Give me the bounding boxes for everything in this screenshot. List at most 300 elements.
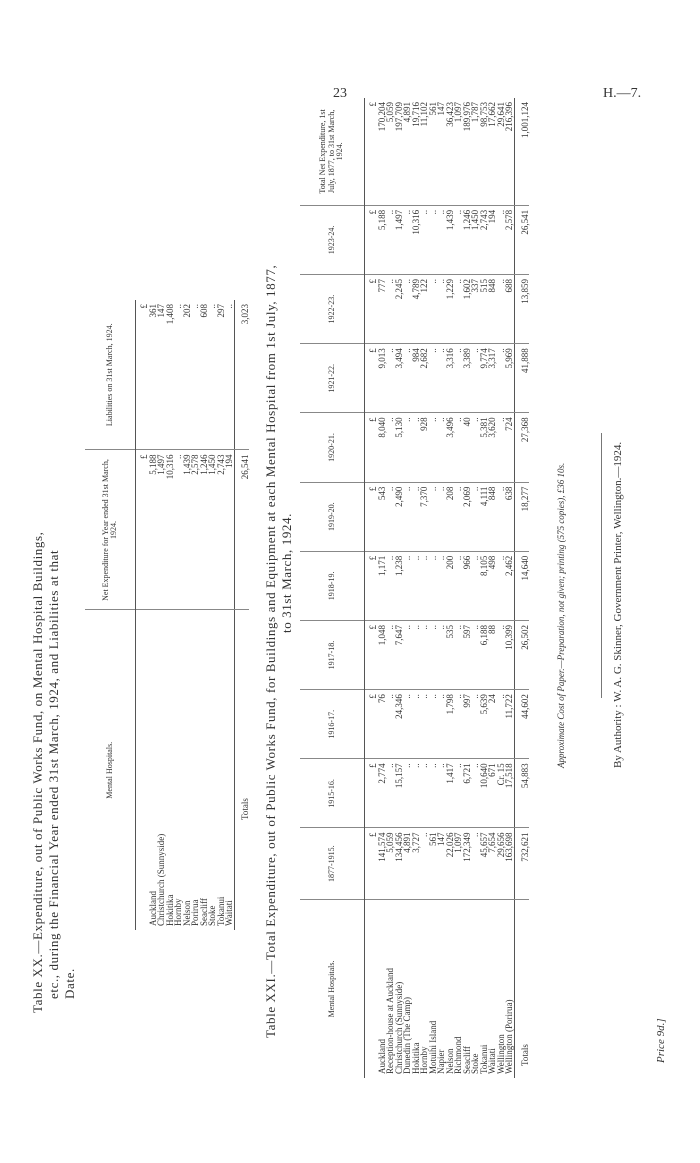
value-cell: 40 (463, 413, 472, 482)
table-row (454, 98, 463, 1078)
value-cell: 337 (471, 275, 480, 344)
value-cell: Cr. 15 (497, 759, 506, 828)
unit-cell: £ (365, 828, 378, 899)
value-cell: 1,097 (454, 98, 463, 205)
value-cell: .. (420, 759, 429, 828)
value-cell: .. (437, 482, 446, 551)
hospital-name-cell: Richmond (453, 1036, 463, 1074)
value-cell: 1,450 (208, 450, 217, 610)
total-cell: 14,640 (514, 551, 529, 620)
hospital-name-cell: Christchurch (Sunnyside) (156, 833, 166, 926)
hospital-name-cell: Tokanui (478, 1044, 489, 1074)
table-row (463, 98, 472, 1078)
value-cell: .. (437, 275, 446, 344)
value-cell: 543 (378, 482, 387, 551)
unit-cell: £ (365, 620, 378, 689)
value-cell: .. (412, 759, 421, 828)
table-row (403, 98, 412, 1078)
table-row (395, 98, 404, 1078)
table-xx-title (30, 293, 78, 1013)
unit-cell: £ (365, 690, 378, 759)
value-cell: .. (403, 759, 412, 828)
value-cell: 984 (412, 344, 421, 413)
value-cell: 1,798 (446, 690, 455, 759)
value-cell: 1,048 (378, 620, 387, 689)
hospital-name-cell: Wellington (495, 1034, 506, 1074)
value-cell: 7,370 (420, 482, 429, 551)
value-cell: .. (403, 551, 412, 620)
table-xx-unit-row (136, 300, 149, 930)
value-cell: .. (437, 344, 446, 413)
value-cell: 2,245 (395, 275, 404, 344)
value-cell: .. (437, 690, 446, 759)
value-cell: 24,346 (395, 690, 404, 759)
table-xxi-header: 1923-24. (300, 205, 365, 274)
table-xxi (300, 98, 529, 1078)
table-row (208, 300, 217, 930)
value-cell: .. (497, 275, 506, 344)
value-cell: .. (497, 620, 506, 689)
total-cell: 26,502 (514, 620, 529, 689)
totals-row (234, 300, 249, 930)
value-cell: 361 (149, 300, 158, 450)
page-number: 23 (333, 86, 347, 101)
value-cell: 1,097 (454, 828, 463, 899)
value-cell: 17,662 (488, 98, 497, 205)
table-xxi-title-line-1: Table XXI.—Total Expenditure, out of Public Works Fund, for Buildings and Equipment at each Mental Hospital from 1st July, 1877, (263, 264, 278, 1038)
table-row (446, 98, 455, 1078)
price-note: Price 9d.] (655, 1018, 667, 1063)
value-cell: 6,721 (463, 759, 472, 828)
value-cell: 4,789 (412, 275, 421, 344)
value-cell: .. (386, 620, 395, 689)
value-cell: .. (454, 690, 463, 759)
value-cell: .. (429, 275, 438, 344)
value-cell: .. (403, 205, 412, 274)
value-cell: 3,620 (488, 413, 497, 482)
value-cell: 1,450 (471, 205, 480, 274)
value-cell: .. (412, 482, 421, 551)
value-cell: .. (454, 275, 463, 344)
value-cell: .. (437, 551, 446, 620)
total-cell: 13,859 (514, 275, 529, 344)
value-cell: 11,722 (505, 690, 514, 759)
table-row (471, 98, 480, 1078)
value-cell: .. (403, 413, 412, 482)
value-cell: 202 (183, 300, 192, 450)
value-cell: 777 (378, 275, 387, 344)
hospital-name-cell: Tokanui (215, 896, 226, 926)
hospital-name-cell: Wellington (Porirua) (504, 999, 514, 1074)
value-cell: .. (437, 759, 446, 828)
value-cell: 561 (429, 98, 438, 205)
value-cell: .. (429, 690, 438, 759)
value-cell: 297 (217, 300, 226, 450)
value-cell: .. (429, 482, 438, 551)
value-cell: .. (386, 759, 395, 828)
value-cell: 3,316 (446, 344, 455, 413)
paper-cost-note: Approximate Cost of Paper.—Preparation, not given; printing (575 copies), £36 10s. (556, 462, 566, 768)
hospital-name-cell: Waitati (224, 900, 234, 926)
table-row (488, 98, 497, 1078)
table-xxi-header: 1917-18. (300, 620, 365, 689)
value-cell: 966 (463, 551, 472, 620)
value-cell: 5,381 (480, 413, 489, 482)
hospital-name-cell: Seacliff (198, 898, 209, 926)
value-cell: 561 (429, 828, 438, 899)
total-cell: 54,883 (514, 759, 529, 828)
value-cell: 3,496 (446, 413, 455, 482)
table-row (157, 300, 166, 930)
value-cell: .. (437, 205, 446, 274)
value-cell: .. (429, 205, 438, 274)
value-cell: .. (497, 205, 506, 274)
table-xxi-header: 1915-16. (300, 759, 365, 828)
value-cell: 2,490 (395, 482, 404, 551)
value-cell: .. (386, 482, 395, 551)
value-cell: .. (420, 690, 429, 759)
value-cell: .. (497, 690, 506, 759)
value-cell: 208 (446, 482, 455, 551)
value-cell: .. (454, 759, 463, 828)
value-cell: 8,040 (378, 413, 387, 482)
total-cell: 41,888 (514, 344, 529, 413)
table-xxi-header: 1877-1915. (300, 828, 365, 899)
value-cell: 1,171 (378, 551, 387, 620)
table-row (225, 300, 234, 930)
unit-cell: £ (136, 450, 149, 610)
value-cell: 1,246 (200, 450, 209, 610)
total-cell: 1,001,124 (514, 98, 529, 205)
unit-cell: £ (365, 413, 378, 482)
value-cell: 17,518 (505, 759, 514, 828)
unit-cell: £ (365, 482, 378, 551)
value-cell: 4,891 (403, 98, 412, 205)
table-row (166, 300, 175, 930)
value-cell: .. (412, 413, 421, 482)
table-xx-header: Mental Hospitals. (85, 610, 136, 930)
table-row (429, 98, 438, 1078)
value-cell: 638 (505, 482, 514, 551)
value-cell: .. (471, 413, 480, 482)
hospital-name-cell: Hornby (419, 1046, 429, 1074)
hospital-name-cell: Waitati (487, 1048, 497, 1074)
value-cell: .. (412, 551, 421, 620)
value-cell: .. (429, 551, 438, 620)
table-xxi-header: 1918-19. (300, 551, 365, 620)
value-cell: .. (454, 551, 463, 620)
table-xxi-header: 1921-22. (300, 344, 365, 413)
value-cell: .. (174, 300, 183, 450)
value-cell: .. (429, 759, 438, 828)
table-xxi-header: 1916-17. (300, 690, 365, 759)
value-cell: .. (403, 690, 412, 759)
value-cell: 4,891 (403, 828, 412, 899)
value-cell: 1,602 (463, 275, 472, 344)
value-cell: .. (208, 300, 217, 450)
value-cell: 197,709 (395, 98, 404, 205)
table-row (183, 300, 192, 930)
value-cell: 1,417 (446, 759, 455, 828)
table-xxi-header: Mental Hospitals. (300, 899, 365, 1078)
value-cell: 19,716 (412, 98, 421, 205)
value-cell: 8,105 (480, 551, 489, 620)
value-cell: .. (420, 828, 429, 899)
value-cell: 848 (488, 275, 497, 344)
value-cell: .. (497, 344, 506, 413)
value-cell: 2,069 (463, 482, 472, 551)
hospital-name-cell: Reception-house at Auckland (385, 968, 395, 1074)
table-row (505, 98, 514, 1078)
value-cell: .. (420, 205, 429, 274)
value-cell: 1,229 (446, 275, 455, 344)
total-cell: 26,541 (514, 205, 529, 274)
table-xx-title-line-1: Table XX.—Expenditure, out of Public Works Fund, on Mental Hospital Buildings, (30, 531, 45, 1013)
total-cell: 3,023 (234, 300, 249, 450)
value-cell: 122 (420, 275, 429, 344)
value-cell: 76 (378, 690, 387, 759)
value-cell: .. (225, 300, 234, 450)
value-cell: .. (403, 620, 412, 689)
value-cell: 45,657 (480, 828, 489, 899)
value-cell: .. (386, 690, 395, 759)
value-cell: 141,574 (378, 828, 387, 899)
value-cell: .. (454, 482, 463, 551)
table-xxi-title-line-2: to 31st March, 1924. (279, 513, 294, 633)
value-cell: 671 (488, 759, 497, 828)
value-cell: 10,316 (166, 450, 175, 610)
value-cell: 29,641 (497, 98, 506, 205)
unit-cell: £ (136, 300, 149, 450)
value-cell: 5,188 (378, 205, 387, 274)
value-cell: 5,188 (149, 450, 158, 610)
value-cell: 194 (225, 450, 234, 610)
value-cell: .. (471, 759, 480, 828)
value-cell: 1,408 (166, 300, 175, 450)
value-cell: 98,753 (480, 98, 489, 205)
value-cell: 147 (437, 98, 446, 205)
value-cell: .. (420, 551, 429, 620)
value-cell: .. (454, 344, 463, 413)
value-cell: .. (471, 620, 480, 689)
table-row (378, 98, 387, 1078)
value-cell: 848 (488, 482, 497, 551)
value-cell: .. (437, 413, 446, 482)
value-cell: 2,462 (505, 551, 514, 620)
value-cell: 515 (480, 275, 489, 344)
value-cell: .. (386, 551, 395, 620)
value-cell: .. (437, 620, 446, 689)
total-cell: 26,541 (234, 450, 249, 610)
value-cell: .. (420, 620, 429, 689)
hospital-name-cell: Auckland (376, 1039, 387, 1074)
value-cell: 9,774 (480, 344, 489, 413)
value-cell: .. (497, 551, 506, 620)
unit-cell (136, 610, 149, 930)
value-cell: .. (454, 205, 463, 274)
value-cell: .. (497, 413, 506, 482)
table-xxi-header: 1922-23. (300, 275, 365, 344)
table-row (191, 300, 200, 930)
authority-line: By Authority : W. A. G. Skinner, Government Printer, Wellington.—1924. (612, 441, 624, 768)
hospital-name-cell: Hokitika (164, 894, 175, 926)
value-cell: .. (403, 275, 412, 344)
value-cell: 200 (446, 551, 455, 620)
value-cell: 688 (505, 275, 514, 344)
value-cell: 2,682 (420, 344, 429, 413)
value-cell: 597 (463, 620, 472, 689)
authority-divider (601, 433, 602, 698)
hospital-name-cell: Christchurch (Sunnyside) (393, 981, 404, 1074)
value-cell: .. (471, 344, 480, 413)
table-row (217, 300, 226, 930)
value-cell: 1,439 (183, 450, 192, 610)
value-cell: 11,102 (420, 98, 429, 205)
value-cell: 1,497 (395, 205, 404, 274)
value-cell: .. (471, 482, 480, 551)
unit-cell: £ (365, 344, 378, 413)
total-cell: 18,277 (514, 482, 529, 551)
value-cell: 22,026 (446, 828, 455, 899)
unit-cell: £ (365, 98, 378, 205)
totals-row (514, 98, 529, 1078)
value-cell: 2,743 (217, 450, 226, 610)
table-row (437, 98, 446, 1078)
value-cell: 1,238 (395, 551, 404, 620)
value-cell: 134,456 (395, 828, 404, 899)
hospital-name-cell: Stoke (470, 1053, 480, 1074)
value-cell: 7,647 (395, 620, 404, 689)
table-xxi-title (263, 108, 295, 1038)
hospital-name-cell: Dunedin (The Camp) (402, 997, 412, 1074)
value-cell: .. (471, 690, 480, 759)
value-cell: .. (386, 205, 395, 274)
value-cell: 3,727 (412, 828, 421, 899)
value-cell: .. (386, 275, 395, 344)
value-cell: .. (471, 551, 480, 620)
table-row (200, 300, 209, 930)
value-cell: .. (471, 828, 480, 899)
hospital-name-cell: Hornby (173, 898, 183, 926)
value-cell: 24 (488, 690, 497, 759)
total-cell: 732,621 (514, 828, 529, 899)
value-cell: 10,399 (505, 620, 514, 689)
value-cell: 2,774 (378, 759, 387, 828)
table-row (174, 300, 183, 930)
value-cell: 1,246 (463, 205, 472, 274)
value-cell: .. (429, 620, 438, 689)
value-cell: 4,111 (480, 482, 489, 551)
hospital-name-cell: Napier (436, 1049, 446, 1074)
document-reference: H.—7. (603, 86, 642, 101)
value-cell: 15,157 (395, 759, 404, 828)
unit-cell: £ (365, 759, 378, 828)
value-cell: 216,396 (505, 98, 514, 205)
total-cell: 44,602 (514, 690, 529, 759)
value-cell: 29,656 (497, 828, 506, 899)
value-cell: 170,204 (378, 98, 387, 205)
table-xx-header: Net Expenditure for Year ended 31st March, 1924. (85, 450, 136, 610)
value-cell: .. (412, 620, 421, 689)
value-cell: 2,743 (480, 205, 489, 274)
value-cell: .. (454, 413, 463, 482)
value-cell: 189,976 (463, 98, 472, 205)
value-cell: 2,578 (191, 450, 200, 610)
value-cell: 1,439 (446, 205, 455, 274)
table-xx-title-line-3: Date. (62, 968, 77, 999)
value-cell: 5,639 (480, 690, 489, 759)
table-xxi-unit-row (365, 98, 378, 1078)
table-row (497, 98, 506, 1078)
unit-cell: £ (365, 551, 378, 620)
totals-label: Totals (234, 610, 249, 930)
value-cell: 10,640 (480, 759, 489, 828)
value-cell: 498 (488, 551, 497, 620)
value-cell: 5,059 (386, 98, 395, 205)
value-cell: 147 (437, 828, 446, 899)
table-xxi-header: 1919-20. (300, 482, 365, 551)
hospital-name-cell: Hokitika (410, 1042, 421, 1074)
value-cell: .. (412, 690, 421, 759)
table-xxi-header: 1920-21. (300, 413, 365, 482)
value-cell: .. (403, 482, 412, 551)
totals-label: Totals (514, 899, 529, 1078)
value-cell: 3,389 (463, 344, 472, 413)
hospital-name-cell: Nelson (181, 900, 192, 926)
table-row (420, 98, 429, 1078)
value-cell: 1,497 (157, 450, 166, 610)
table-xx-title-line-2: etc., during the Financial Year ended 31st March, 1924, and Liabilities at that (46, 549, 61, 999)
value-cell: .. (454, 620, 463, 689)
value-cell: 163,698 (505, 828, 514, 899)
value-cell: 535 (446, 620, 455, 689)
hospital-name-cell: Porirua (190, 899, 200, 926)
value-cell: 5,130 (395, 413, 404, 482)
hospital-name-cell: Stoke (207, 905, 217, 926)
value-cell: 5,969 (505, 344, 514, 413)
value-cell: 9,013 (378, 344, 387, 413)
value-cell: 10,316 (412, 205, 421, 274)
value-cell: 6,188 (480, 620, 489, 689)
value-cell: 997 (463, 690, 472, 759)
hospital-name-cell: Seacliff (461, 1046, 472, 1074)
table-row (386, 98, 395, 1078)
value-cell: 3,494 (395, 344, 404, 413)
value-cell: .. (429, 413, 438, 482)
unit-cell (365, 899, 378, 1078)
value-cell: .. (191, 300, 200, 450)
value-cell: 724 (505, 413, 514, 482)
table-row (480, 98, 489, 1078)
table-row (412, 98, 421, 1078)
value-cell: 928 (420, 413, 429, 482)
value-cell: 3,317 (488, 344, 497, 413)
value-cell: 5,059 (386, 828, 395, 899)
value-cell: .. (497, 482, 506, 551)
table-xx (85, 300, 249, 930)
value-cell: 7,654 (488, 828, 497, 899)
value-cell: .. (174, 450, 183, 610)
value-cell: 194 (488, 205, 497, 274)
table-xx-header: Liabilities on 31st March, 1924. (85, 300, 136, 450)
value-cell: 2,578 (505, 205, 514, 274)
hospital-name-cell: Auckland (147, 891, 158, 926)
value-cell: 88 (488, 620, 497, 689)
value-cell: 172,349 (463, 828, 472, 899)
value-cell: 1,787 (471, 98, 480, 205)
value-cell: 608 (200, 300, 209, 450)
value-cell: .. (386, 413, 395, 482)
